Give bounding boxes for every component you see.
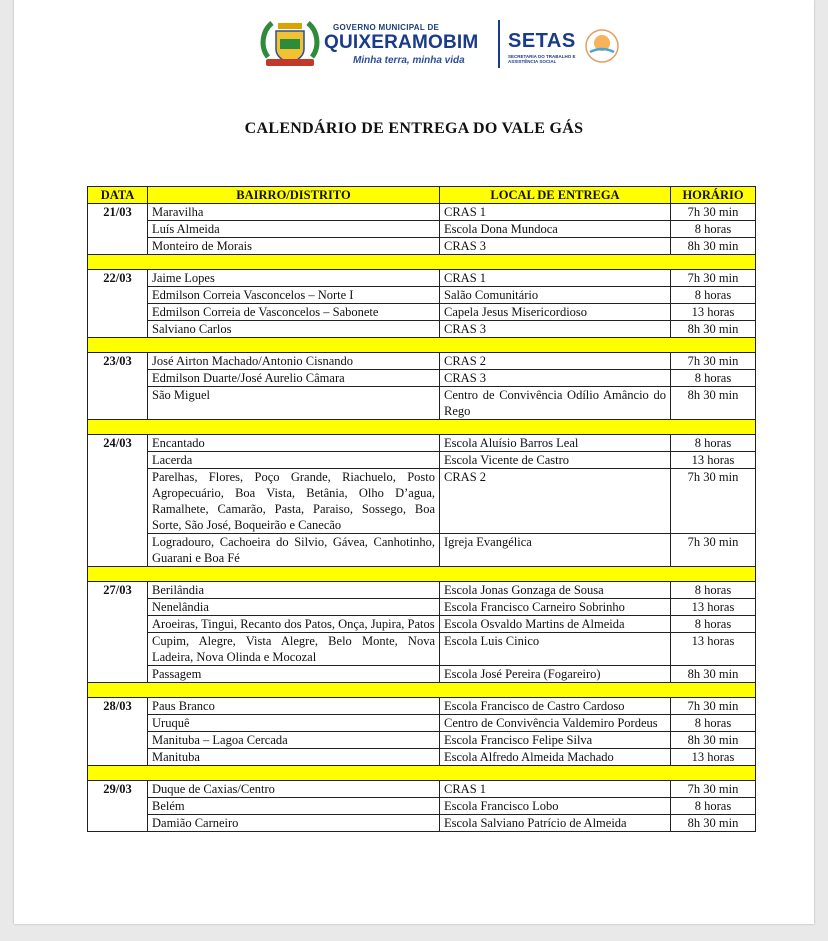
bairro-cell: Edmilson Correia Vasconcelos – Norte I	[148, 287, 440, 304]
local-cell: CRAS 1	[440, 204, 671, 221]
local-cell: Centro de Convivência Odílio Amâncio do Rego	[440, 387, 671, 420]
time-cell: 8 horas	[671, 616, 756, 633]
bairro-cell: Damião Carneiro	[148, 815, 440, 832]
time-cell: 8h 30 min	[671, 732, 756, 749]
time-cell: 13 horas	[671, 599, 756, 616]
local-cell: Escola Vicente de Castro	[440, 452, 671, 469]
bairro-cell: Duque de Caxias/Centro	[148, 781, 440, 798]
local-cell: CRAS 2	[440, 469, 671, 534]
time-cell: 8h 30 min	[671, 321, 756, 338]
local-cell: Igreja Evangélica	[440, 534, 671, 567]
bairro-cell: Luís Almeida	[148, 221, 440, 238]
bairro-cell: Edmilson Correia de Vasconcelos – Sabonete	[148, 304, 440, 321]
local-cell: CRAS 1	[440, 270, 671, 287]
time-cell: 8 horas	[671, 287, 756, 304]
time-cell: 13 horas	[671, 749, 756, 766]
table-row	[88, 469, 756, 534]
municipal-seal-logo	[258, 17, 322, 69]
separator-cell	[88, 683, 756, 698]
time-cell: 7h 30 min	[671, 270, 756, 287]
table-row	[88, 353, 756, 370]
separator-cell	[88, 567, 756, 582]
local-cell: Salão Comunitário	[440, 287, 671, 304]
government-label: GOVERNO MUNICIPAL DE	[333, 23, 440, 32]
table-row	[88, 582, 756, 599]
time-cell: 8 horas	[671, 435, 756, 452]
table-row	[88, 270, 756, 287]
bairro-cell: Berilândia	[148, 582, 440, 599]
time-cell: 8h 30 min	[671, 238, 756, 255]
date-cell: 29/03	[88, 781, 148, 832]
setas-emblem-logo	[584, 28, 620, 64]
column-header-date: DATA	[88, 187, 148, 204]
time-cell: 7h 30 min	[671, 534, 756, 567]
secretariat-name: SETAS	[508, 30, 576, 52]
local-cell: Escola Francisco Lobo	[440, 798, 671, 815]
bairro-cell: Manituba – Lagoa Cercada	[148, 732, 440, 749]
table-row	[88, 666, 756, 683]
table-row	[88, 321, 756, 338]
local-cell: CRAS 2	[440, 353, 671, 370]
bairro-cell: Maravilha	[148, 204, 440, 221]
bairro-cell: Nenelândia	[148, 599, 440, 616]
local-cell: Escola Alfredo Almeida Machado	[440, 749, 671, 766]
bairro-cell: Passagem	[148, 666, 440, 683]
table-row	[88, 798, 756, 815]
date-cell: 24/03	[88, 435, 148, 567]
time-cell: 7h 30 min	[671, 353, 756, 370]
group-separator-row	[88, 338, 756, 353]
table-row	[88, 370, 756, 387]
bairro-cell: Salviano Carlos	[148, 321, 440, 338]
local-cell: CRAS 1	[440, 781, 671, 798]
delivery-calendar-table	[87, 186, 756, 832]
bairro-cell: Edmilson Duarte/José Aurelio Câmara	[148, 370, 440, 387]
separator-cell	[88, 255, 756, 270]
bairro-cell: Paus Branco	[148, 698, 440, 715]
separator-cell	[88, 420, 756, 435]
bairro-cell: Cupim, Alegre, Vista Alegre, Belo Monte, Nova Ladeira, Nova Olinda e Mocozal	[148, 633, 440, 666]
time-cell: 8 horas	[671, 798, 756, 815]
table-row	[88, 781, 756, 798]
local-cell: Escola Francisco de Castro Cardoso	[440, 698, 671, 715]
table-row	[88, 749, 756, 766]
bairro-cell: José Airton Machado/Antonio Cisnando	[148, 353, 440, 370]
table-row	[88, 616, 756, 633]
date-cell: 23/03	[88, 353, 148, 420]
city-slogan: Minha terra, minha vida	[353, 55, 465, 66]
date-cell: 22/03	[88, 270, 148, 338]
local-cell: Escola Francisco Carneiro Sobrinho	[440, 599, 671, 616]
bairro-cell: Encantado	[148, 435, 440, 452]
bairro-cell: Logradouro, Cachoeira do Silvio, Gávea, Canhotinho, Guarani e Boa Fé	[148, 534, 440, 567]
table-row	[88, 238, 756, 255]
bairro-cell: Manituba	[148, 749, 440, 766]
table-row	[88, 387, 756, 420]
local-cell: CRAS 3	[440, 370, 671, 387]
local-cell: CRAS 3	[440, 238, 671, 255]
date-cell: 21/03	[88, 204, 148, 255]
time-cell: 7h 30 min	[671, 469, 756, 534]
group-separator-row	[88, 420, 756, 435]
bairro-cell: Lacerda	[148, 452, 440, 469]
table-row	[88, 599, 756, 616]
local-cell: Escola Dona Mundoca	[440, 221, 671, 238]
date-cell: 27/03	[88, 582, 148, 683]
local-cell: Centro de Convivência Valdemiro Pordeus	[440, 715, 671, 732]
time-cell: 13 horas	[671, 633, 756, 666]
column-header-local: LOCAL DE ENTREGA	[440, 187, 671, 204]
local-cell: Escola Jonas Gonzaga de Sousa	[440, 582, 671, 599]
group-separator-row	[88, 683, 756, 698]
table-row	[88, 221, 756, 238]
time-cell: 13 horas	[671, 452, 756, 469]
table-row	[88, 452, 756, 469]
time-cell: 8 horas	[671, 221, 756, 238]
separator-cell	[88, 338, 756, 353]
table-row	[88, 534, 756, 567]
column-header-time: HORÁRIO	[671, 187, 756, 204]
time-cell: 8h 30 min	[671, 666, 756, 683]
table-row	[88, 633, 756, 666]
time-cell: 8h 30 min	[671, 387, 756, 420]
local-cell: Escola Francisco Felipe Silva	[440, 732, 671, 749]
separator-cell	[88, 766, 756, 781]
local-cell: Escola José Pereira (Fogareiro)	[440, 666, 671, 683]
time-cell: 13 horas	[671, 304, 756, 321]
bairro-cell: São Miguel	[148, 387, 440, 420]
local-cell: Escola Osvaldo Martins de Almeida	[440, 616, 671, 633]
logo-divider	[498, 20, 500, 68]
time-cell: 7h 30 min	[671, 698, 756, 715]
table-row	[88, 698, 756, 715]
table-row	[88, 715, 756, 732]
table-row	[88, 435, 756, 452]
table-row	[88, 815, 756, 832]
table-row	[88, 204, 756, 221]
city-name: QUIXERAMOBIM	[324, 32, 479, 53]
local-cell: Escola Aluísio Barros Leal	[440, 435, 671, 452]
time-cell: 8 horas	[671, 715, 756, 732]
bairro-cell: Aroeiras, Tingui, Recanto dos Patos, Onça, Jupira, Patos	[148, 616, 440, 633]
time-cell: 8 horas	[671, 582, 756, 599]
local-cell: Escola Luis Cinico	[440, 633, 671, 666]
time-cell: 7h 30 min	[671, 204, 756, 221]
bairro-cell: Parelhas, Flores, Poço Grande, Riachuelo, Posto Agropecuário, Boa Vista, Betânia, Olho D’agua, Ramalhete, Camarão, Pasta, Paraiso, Sossego, Boa Sorte, São José, Boqueirão e Canecão	[148, 469, 440, 534]
document-header	[250, 14, 630, 74]
document-title: CALENDÁRIO DE ENTREGA DO VALE GÁS	[244, 120, 584, 137]
date-cell: 28/03	[88, 698, 148, 766]
table-row	[88, 732, 756, 749]
secretariat-subtitle: SECRETARIA DO TRABALHO E ASSISTÊNCIA SOCIAL	[508, 54, 576, 64]
bairro-cell: Jaime Lopes	[148, 270, 440, 287]
local-cell: CRAS 3	[440, 321, 671, 338]
group-separator-row	[88, 255, 756, 270]
bairro-cell: Monteiro de Morais	[148, 238, 440, 255]
table-header-row	[88, 187, 756, 204]
time-cell: 8h 30 min	[671, 815, 756, 832]
table-row	[88, 287, 756, 304]
column-header-bairro: BAIRRO/DISTRITO	[148, 187, 440, 204]
local-cell: Capela Jesus Misericordioso	[440, 304, 671, 321]
table-row	[88, 304, 756, 321]
group-separator-row	[88, 766, 756, 781]
bairro-cell: Uruquê	[148, 715, 440, 732]
local-cell: Escola Salviano Patrício de Almeida	[440, 815, 671, 832]
group-separator-row	[88, 567, 756, 582]
time-cell: 8 horas	[671, 370, 756, 387]
bairro-cell: Belém	[148, 798, 440, 815]
time-cell: 7h 30 min	[671, 781, 756, 798]
